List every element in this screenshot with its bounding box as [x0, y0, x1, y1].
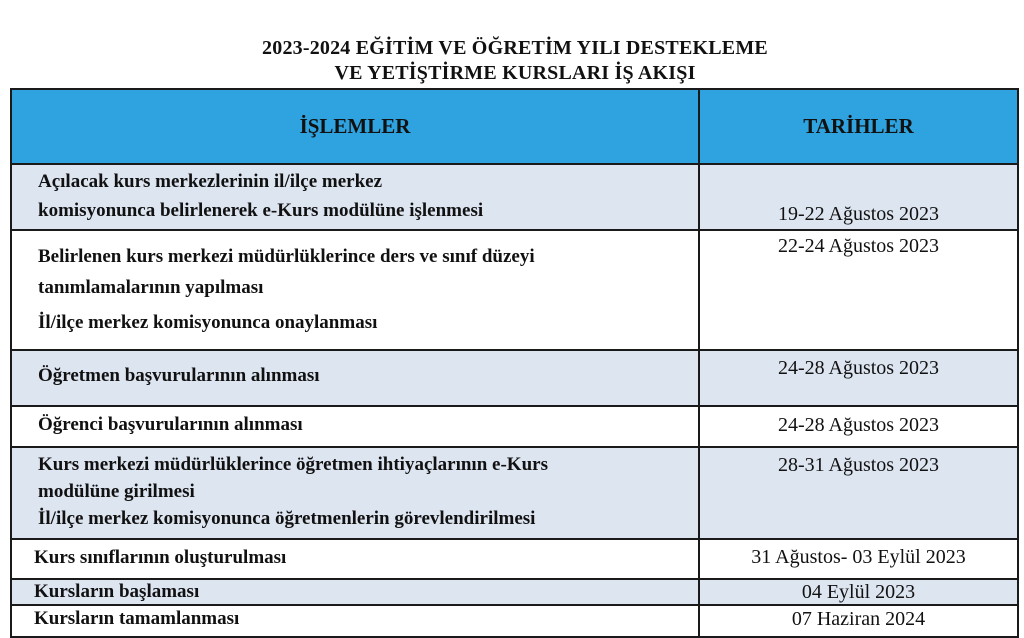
operation-text: Kurs merkezi müdürlüklerince öğretmen ihtiyaçlarının e-Kurs [38, 454, 548, 475]
header-dates: TARİHLER [699, 89, 1018, 164]
date-cell: 24-28 Ağustos 2023 [699, 406, 1018, 447]
table-row [11, 350, 1018, 406]
operation-text: Belirlenen kurs merkezi müdürlüklerince ders ve sınıf düzeyi [38, 246, 535, 267]
operation-text: Kursların tamamlanması [34, 608, 240, 629]
operation-text: Öğretmen başvurularının alınması [38, 365, 320, 386]
date-cell: 22-24 Ağustos 2023 [699, 230, 1018, 350]
operation-text: İl/ilçe merkez komisyonunca onaylanması [38, 312, 378, 333]
header-operations: İŞLEMLER [11, 89, 699, 164]
operation-text: Kurs sınıflarının oluşturulması [34, 547, 287, 568]
operation-cell [11, 605, 699, 637]
operation-cell [11, 447, 699, 539]
date-cell: 07 Haziran 2024 [699, 605, 1018, 637]
operation-cell [11, 164, 699, 230]
table-row [11, 539, 1018, 579]
date-cell: 28-31 Ağustos 2023 [699, 447, 1018, 539]
date-cell: 31 Ağustos- 03 Eylül 2023 [699, 539, 1018, 579]
operation-text: Öğrenci başvurularının alınması [38, 414, 303, 435]
title-line-1: 2023-2024 EĞİTİM VE ÖĞRETİM YILI DESTEKLEME [262, 37, 768, 59]
table-row [11, 230, 1018, 350]
operation-text: Açılacak kurs merkezlerinin il/ilçe merkez [38, 171, 383, 192]
operation-text: Kursların başlaması [34, 581, 200, 602]
operation-text: tanımlamalarının yapılması [38, 277, 264, 298]
operation-text: modülüne girilmesi [38, 481, 195, 502]
date-cell: 19-22 Ağustos 2023 [699, 164, 1018, 230]
operation-cell [11, 539, 699, 579]
table-row [11, 406, 1018, 447]
table-row [11, 447, 1018, 539]
workflow-table [10, 88, 1019, 638]
operation-cell [11, 579, 699, 605]
date-cell: 24-28 Ağustos 2023 [699, 350, 1018, 406]
operation-cell [11, 350, 699, 406]
operation-cell [11, 406, 699, 447]
table-row [11, 579, 1018, 605]
title-line-2: VE YETİŞTİRME KURSLARI İŞ AKIŞI [334, 62, 696, 84]
table-row [11, 164, 1018, 230]
table-header-row [11, 89, 1018, 164]
operation-cell [11, 230, 699, 350]
table-row [11, 605, 1018, 637]
operation-text: İl/ilçe merkez komisyonunca öğretmenlerin görevlendirilmesi [38, 508, 536, 529]
document-title [0, 36, 1024, 86]
date-cell: 04 Eylül 2023 [699, 579, 1018, 605]
operation-text: komisyonunca belirlenerek e-Kurs modülüne işlenmesi [38, 200, 484, 221]
